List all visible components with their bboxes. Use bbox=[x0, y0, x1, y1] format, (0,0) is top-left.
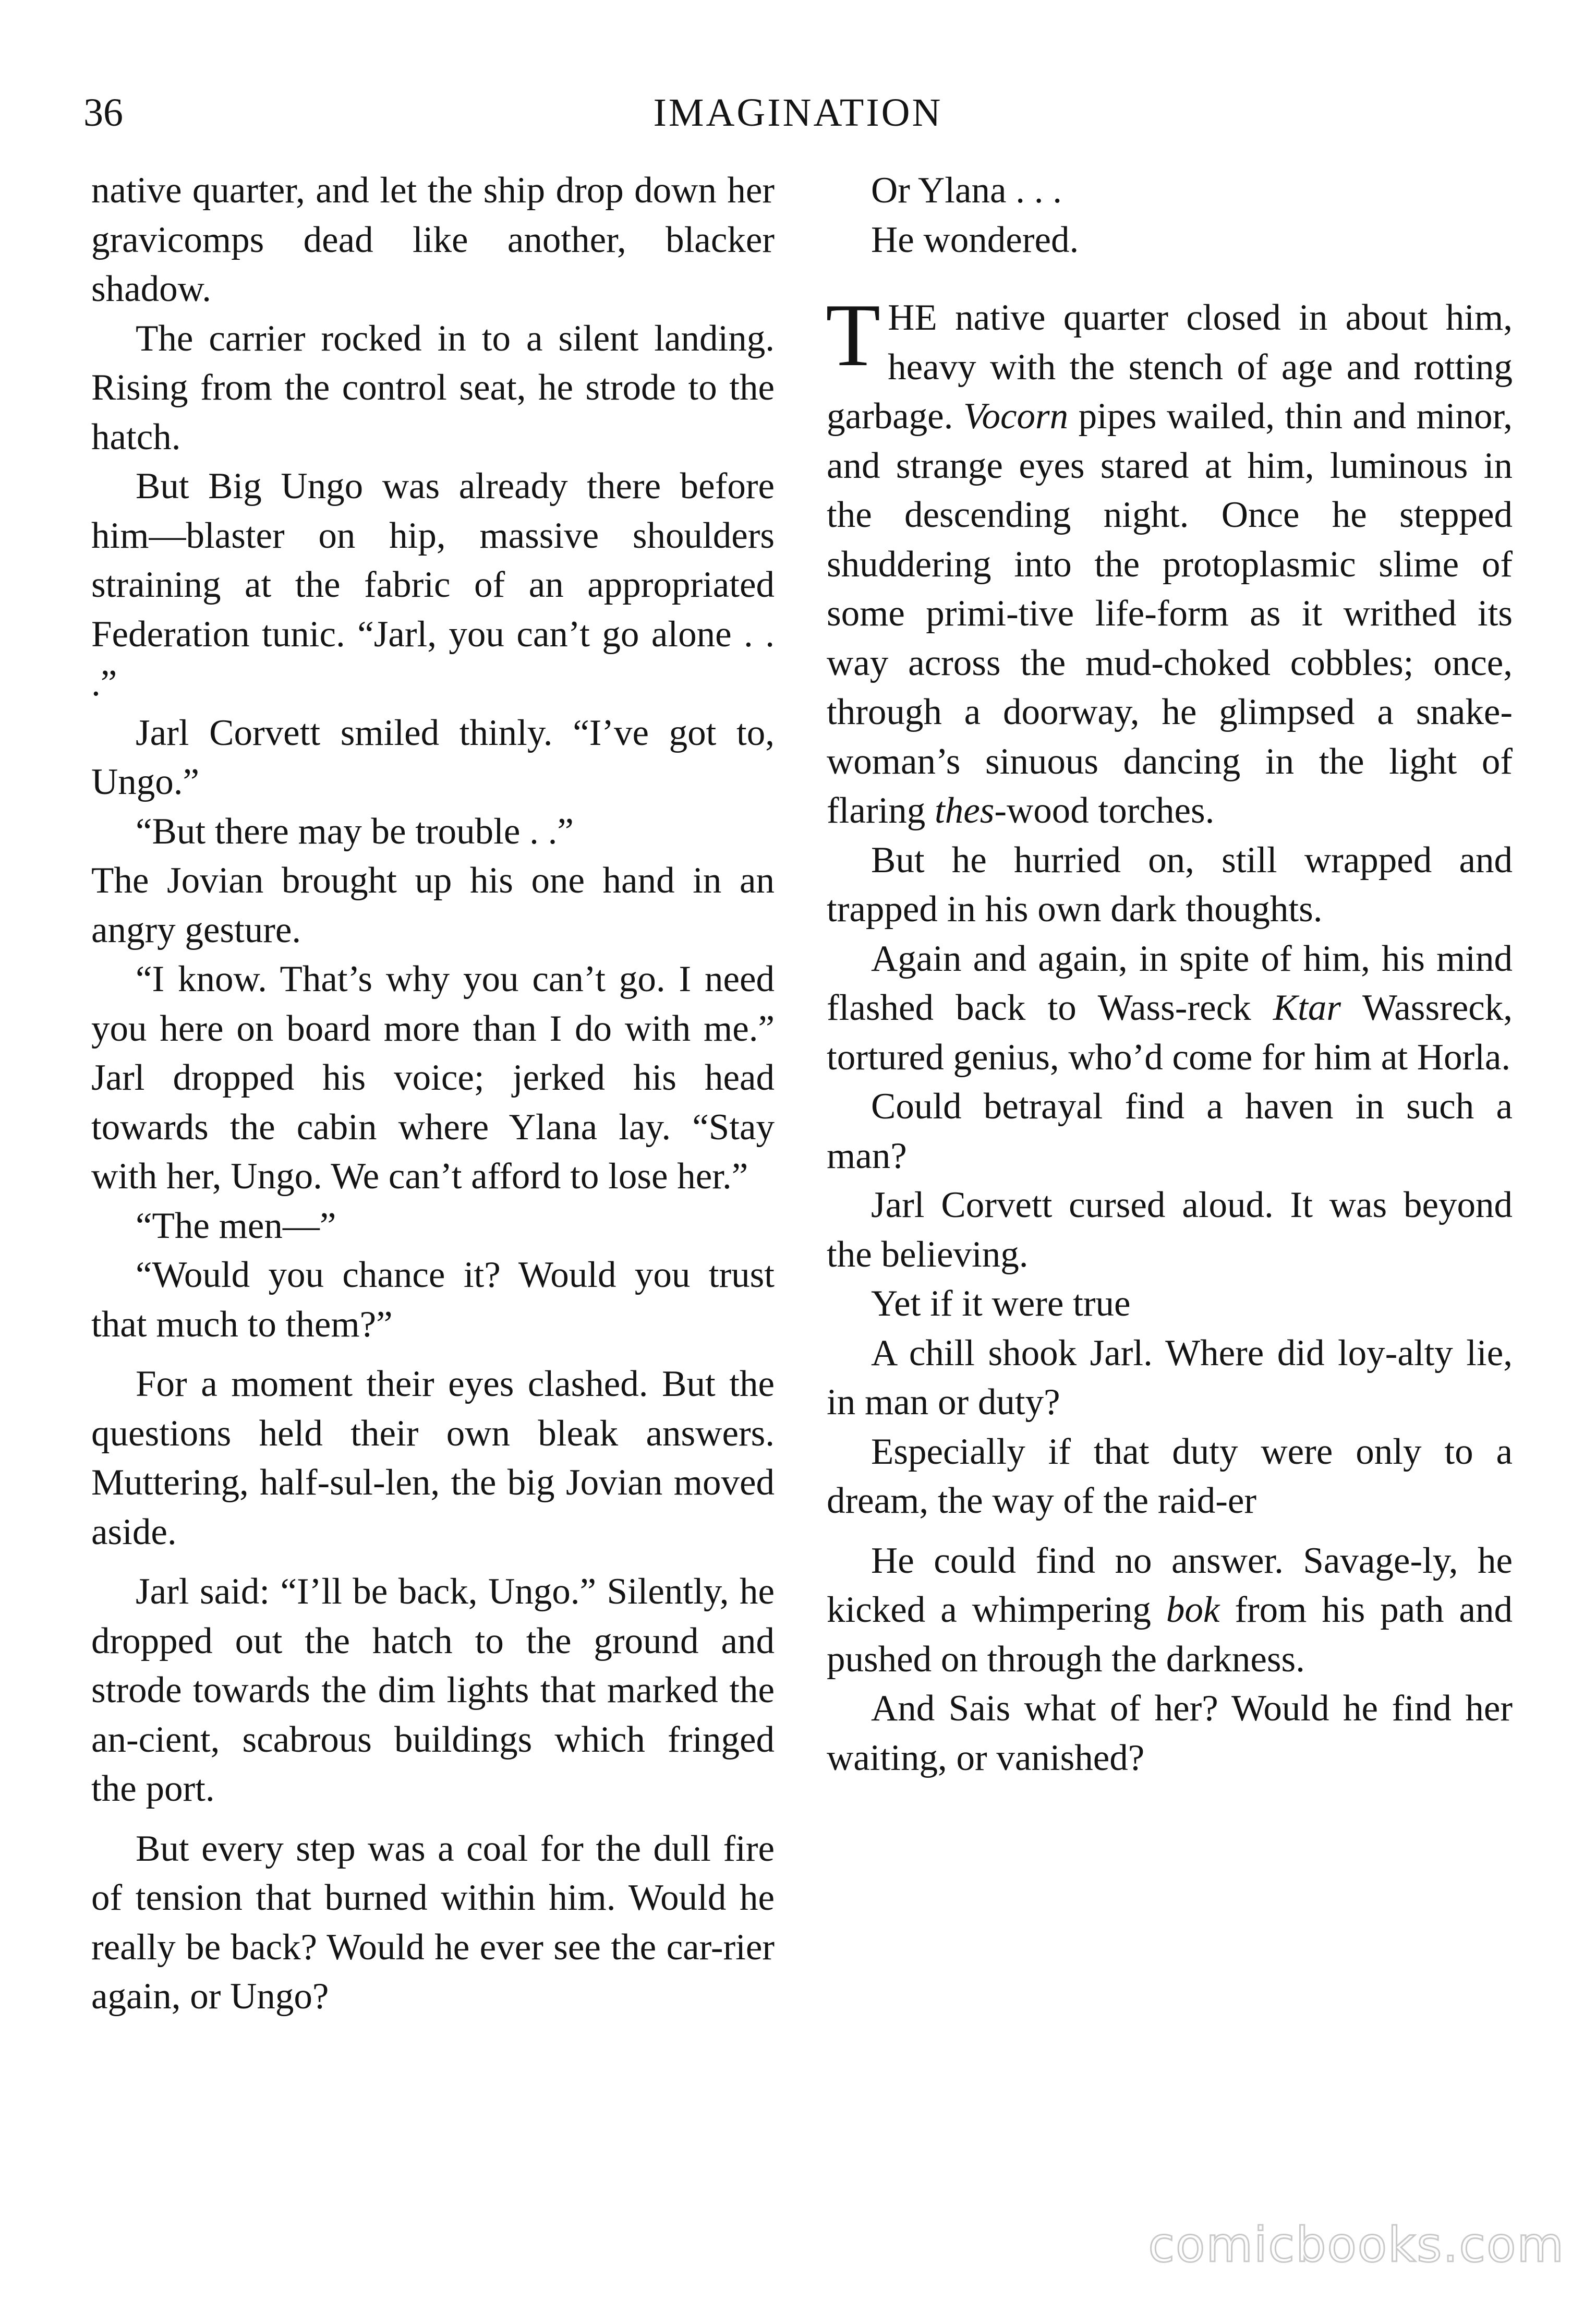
paragraph: “Would you chance it? Would you trust that much to them?” bbox=[91, 1255, 775, 1345]
paragraph-text: from his path and pushed on through the darkness. bbox=[827, 1589, 1513, 1680]
paragraph-text: Wassreck, tortured genius, who’d come for him at Horla. bbox=[827, 987, 1513, 1078]
paragraph: Especially if that duty were only to a dream, the way of the raid-er bbox=[827, 1431, 1513, 1521]
italic-word: Ktar bbox=[1273, 987, 1341, 1028]
paragraph: Jarl said: “I’ll be back, Ungo.” Silently, he dropped out the hatch to the ground and strode towards the dim lights that marked the an-cient, scabrous buildings which fringed the port. bbox=[91, 1571, 775, 1809]
paragraph-text: wood torches. bbox=[1007, 790, 1215, 831]
paragraph-text: Again and again, in spite of him, his mind flashed back to Wass-reck bbox=[827, 938, 1513, 1028]
paragraph: The Jovian brought up his one hand in an angry gesture. bbox=[91, 860, 775, 950]
page-number: 36 bbox=[83, 91, 123, 135]
paragraph: A chill shook Jarl. Where did loy-alty lie, in man or duty? bbox=[827, 1332, 1513, 1423]
section-opening-text: HE native quarter closed in about him, heavy with the stench of age and rotting garbage. bbox=[827, 297, 1513, 437]
paragraph: Jarl Corvett cursed aloud. It was beyond the believing. bbox=[827, 1185, 1513, 1275]
paragraph-text: pipes wailed, thin and minor, and strange eyes stared at him, luminous in the descending night. Once he stepped shuddering into the protoplasmic slime of some primi-tive life-form as it writhed its way across the mud-choked cobbles; once, through a doorway, he glimpsed a snake-woman’s sinuous dancing in the light of flaring bbox=[827, 396, 1513, 831]
paragraph: The carrier rocked in to a silent landing. Rising from the control seat, he strode to the hatch. bbox=[91, 318, 775, 457]
paragraph: But Big Ungo was already there before him—blaster on hip, massive shoulders straining at the fabric of an appropriated Federation tunic. “Jarl, you can’t go alone . . .” bbox=[91, 466, 775, 704]
paragraph: Or Ylana . . . bbox=[871, 170, 1062, 211]
paragraph: “The men—” bbox=[136, 1205, 336, 1246]
paragraph: Jarl Corvett smiled thinly. “I’ve got to, Ungo.” bbox=[91, 712, 775, 802]
italic-word: bok bbox=[1166, 1589, 1220, 1630]
paragraph: He wondered. bbox=[871, 219, 1079, 260]
section-opening-paragraph bbox=[826, 286, 1513, 836]
paragraph: Could betrayal find a haven in such a man? bbox=[827, 1086, 1513, 1176]
left-column bbox=[91, 166, 775, 2021]
paragraph: “But there may be trouble . .” bbox=[136, 811, 574, 852]
italic-word: Vocorn bbox=[963, 396, 1069, 437]
running-title: IMAGINATION bbox=[653, 91, 943, 135]
page-header bbox=[83, 88, 1513, 145]
paragraph-text: He could find no answer. Savage-ly, he kicked a whimpering bbox=[827, 1540, 1513, 1630]
paragraph bbox=[827, 934, 1513, 1082]
paragraph: For a moment their eyes clashed. But the questions held their own bleak answers. Muttering, half-sul-len, the big Jovian moved aside. bbox=[91, 1364, 775, 1552]
paragraph: But he hurried on, still wrapped and trapped in his own dark thoughts. bbox=[827, 839, 1513, 930]
right-column bbox=[827, 166, 1513, 1782]
paragraph: And Sais what of her? Would he find her waiting, or vanished? bbox=[827, 1688, 1513, 1778]
drop-cap: T bbox=[826, 286, 881, 385]
italic-word: thes- bbox=[935, 790, 1007, 831]
paragraph: native quarter, and let the ship drop down her gravicomps dead like another, blacker shadow. bbox=[91, 170, 775, 309]
paragraph: But every step was a coal for the dull fire of tension that burned within him. Would he really be back? Would he ever see the car-rier again, or Ungo? bbox=[91, 1828, 775, 2017]
paragraph bbox=[827, 1536, 1513, 1684]
paragraph: Yet if it were true bbox=[871, 1283, 1131, 1324]
watermark: comicbooks.com bbox=[1148, 2217, 1565, 2273]
paragraph: “I know. That’s why you can’t go. I need you here on board more than I do with me.” Jarl dropped his voice; jerked his head towards the cabin where Ylana lay. “Stay with her, Ungo. We can’t afford to lose her.” bbox=[91, 959, 775, 1197]
